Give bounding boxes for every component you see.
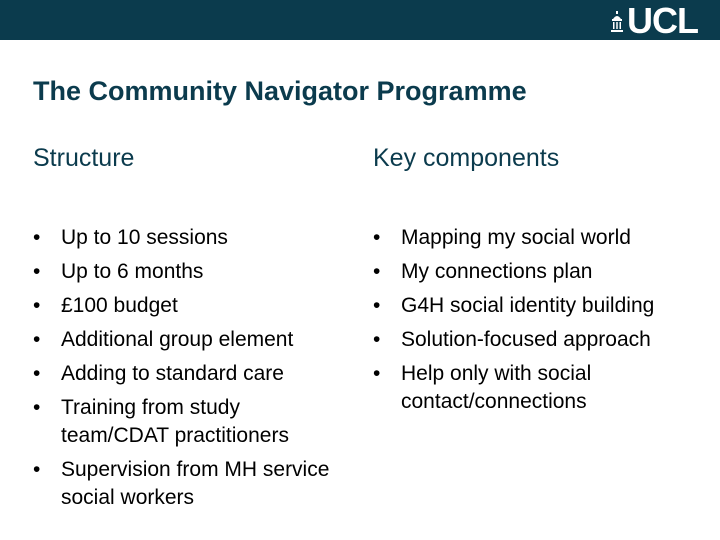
list-item-text: Training from study team/CDAT practitioners: [61, 396, 289, 447]
bullet-icon: •: [33, 458, 41, 481]
list-item: [373, 326, 713, 354]
list-item: [33, 326, 353, 354]
list-item: [373, 258, 713, 286]
list-item-text: Supervision from MH service social workers: [61, 458, 330, 509]
bullet-icon: •: [33, 362, 41, 385]
header-band: [0, 0, 720, 40]
bullet-icon: •: [373, 362, 381, 385]
structure-heading: Structure: [33, 144, 135, 172]
list-item-text: Up to 10 sessions: [61, 226, 228, 249]
bullet-icon: •: [33, 226, 41, 249]
logo-text: UCL: [627, 0, 698, 41]
list-item: [373, 360, 713, 416]
key-components-list: [373, 224, 713, 422]
list-item: [33, 292, 353, 320]
bullet-icon: •: [33, 260, 41, 283]
list-item-text: G4H social identity building: [401, 294, 655, 317]
list-item-text: Help only with social contact/connections: [401, 362, 592, 413]
bullet-icon: •: [373, 328, 381, 351]
key-components-heading: Key components: [373, 144, 560, 172]
list-item: [33, 360, 353, 388]
list-item-text: Mapping my social world: [401, 226, 631, 249]
structure-list: [33, 224, 353, 518]
list-item-text: Adding to standard care: [61, 362, 284, 385]
bullet-icon: •: [373, 226, 381, 249]
list-item: [373, 292, 713, 320]
list-item: [33, 258, 353, 286]
list-item: [33, 224, 353, 252]
list-item-text: Up to 6 months: [61, 260, 204, 283]
bullet-icon: •: [33, 396, 41, 419]
bullet-icon: •: [33, 328, 41, 351]
list-item-text: Solution-focused approach: [401, 328, 651, 351]
list-item-text: My connections plan: [401, 260, 593, 283]
list-item-text: Additional group element: [61, 328, 294, 351]
slide-title: The Community Navigator Programme: [33, 76, 527, 106]
list-item-text: £100 budget: [61, 294, 178, 317]
bullet-icon: •: [373, 260, 381, 283]
portico-icon: [610, 11, 624, 33]
list-item: [33, 394, 353, 450]
list-item: [33, 456, 353, 512]
list-item: [373, 224, 713, 252]
bullet-icon: •: [373, 294, 381, 317]
ucl-logo: [610, 0, 698, 41]
bullet-icon: •: [33, 294, 41, 317]
